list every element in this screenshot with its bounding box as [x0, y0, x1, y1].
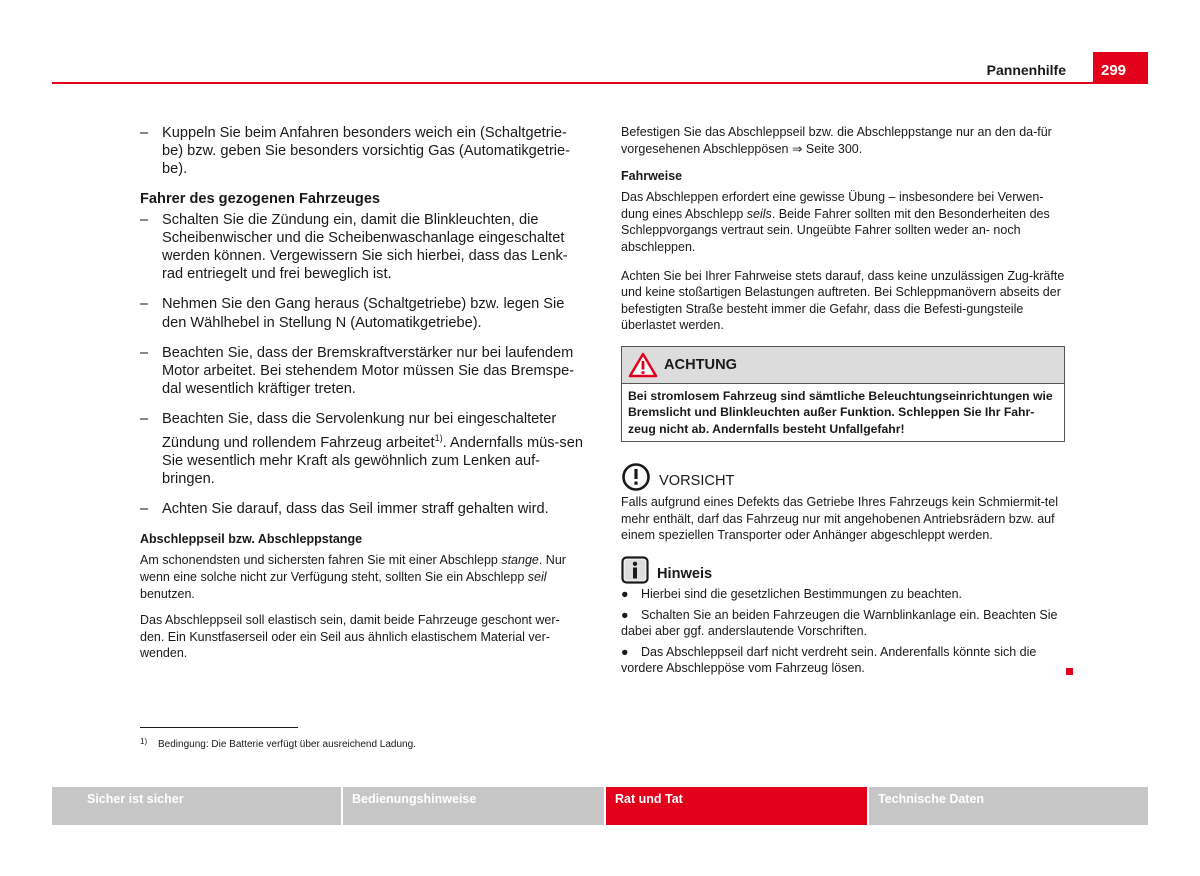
warning-text: Bei stromlosem Fahrzeug sind sämtliche Beleuchtungseinrichtungen wie Bremslicht und Blinkleuchten außer Funktion. Schleppen Sie Ihr Fahr-zeug nicht ab. Andernfalls besteht Unfallgefahr! [622, 383, 1064, 441]
warning-title: ACHTUNG [664, 356, 737, 373]
list-item-text: Beachten Sie, dass die Servolenkung nur bei eingeschalteter Zündung und rollendem Fahrzeug arbeitet$^{1)}$. Andernfalls müs-sen Sie wesentlich mehr Kraft als gewöhnlich zum Lenken auf-bringen. [162, 411, 583, 488]
rope-paragraph: Am schonendsten und sichersten fahren Sie mit einer Abschlepp stange. Nur wenn eine solche nicht zur Verfügung steht, sollten Sie ein Abschlepp seil benutzen. [140, 553, 566, 601]
dash-marker: – [140, 344, 149, 361]
tab-technical-data[interactable]: Technische Daten [869, 787, 1148, 825]
section-end-marker [1066, 668, 1073, 675]
list-item [140, 410, 583, 488]
driving-paragraph: Das Abschleppen erfordert eine gewisse Übung – insbesondere bei Verwen-dung eines Abschlepp seils. Beide Fahrer sollten mit den Besonderheiten des Schleppvorgangs vertraut sein. Ungeübte Fahrer sollten weder an- noch abschleppen. [621, 190, 1050, 254]
note-header [621, 556, 1065, 584]
driving-caution-paragraph: Achten Sie bei Ihrer Fahrweise stets darauf, dass keine unzulässigen Zug-kräfte und keine stoßartigen Belastungen auftreten. Bei Schleppmanövern abseits der befestigten Straße besteht immer die Gefahr, dass die Befesti-gungsteile überlastet werden. [621, 268, 1065, 333]
list-item: ● Schalten Sie an beiden Fahrzeugen die Warnblinkanlage ein. Beachten Sie dabei aber ggf. anderslautende Vorschriften. [621, 607, 1058, 639]
warning-header [622, 347, 1064, 383]
rope-heading: Abschleppseil bzw. Abschleppstange [140, 532, 363, 547]
driving-heading: Fahrweise [621, 169, 683, 184]
warning-triangle-icon [628, 352, 658, 378]
list-item [140, 124, 583, 179]
footnote-reference: 1) [434, 432, 443, 443]
list-item [140, 500, 583, 518]
list-item: ● Das Abschleppseil darf nicht verdreht sein. Anderenfalls könnte sich die vordere Abschleppöse vom Fahrzeug lösen. [621, 644, 1037, 676]
list-item-text: Kuppeln Sie beim Anfahren besonders weich ein (Schaltgetrie-be) bzw. geben Sie besonders vorsichtig Gas (Automatikgetrie-be). [162, 125, 571, 178]
right-column [621, 124, 1065, 681]
caution-title: VORSICHT [659, 473, 735, 490]
footnote-rule [140, 727, 298, 728]
tab-advice[interactable]: Rat und Tat [606, 787, 867, 825]
towed-driver-heading: Fahrer des gezogenen Fahrzeuges [140, 190, 381, 207]
left-column [140, 124, 583, 672]
dash-marker: – [140, 125, 149, 141]
fasten-paragraph: Befestigen Sie das Abschleppseil bzw. die Abschleppstange nur an den da-für vorgesehenen Abschleppösen ⇒ Seite 300. [621, 125, 1052, 156]
bullet-marker: ● [621, 607, 629, 622]
list-item-text: Schalten Sie die Zündung ein, damit die Blinkleuchten, die Scheibenwischer und die Scheibenwaschanlage eingeschaltet werden können. Vergewissern Sie sich hierbei, dass das Lenk-rad entriegelt und frei beweglich ist. [162, 211, 568, 283]
dash-marker: – [140, 411, 149, 428]
caution-header [621, 462, 1065, 492]
bullet-marker: ● [621, 586, 629, 601]
list-item: ● Hierbei sind die gesetzlichen Bestimmungen zu beachten. [621, 586, 963, 601]
note-title: Hinweis [657, 565, 713, 582]
caution-text: Falls aufgrund eines Defekts das Getriebe Ihres Fahrzeugs kein Schmiermit-tel mehr enthält, darf das Fahrzeug nur mit angehobenen Antriebsrädern bzw. auf einem speziellen Transporter oder Anhänger abgeschleppt werden. [621, 495, 1058, 543]
rope-elastic-paragraph: Das Abschleppseil soll elastisch sein, damit beide Fahrzeuge geschont wer-den. Ein Kunstfaserseil oder ein Seil aus ähnlich elastischem Material ver-wenden. [140, 613, 560, 661]
bullet-marker: ● [621, 644, 629, 659]
dash-marker: – [140, 211, 149, 228]
dash-marker: – [140, 501, 149, 518]
warning-box [621, 346, 1065, 442]
tab-safety[interactable]: Sicher ist sicher [52, 787, 341, 825]
page-number: 299 [1093, 52, 1148, 84]
exclamation-circle-icon [621, 462, 651, 492]
tab-operation[interactable]: Bedienungshinweise [343, 787, 604, 825]
dash-marker: – [140, 296, 149, 313]
list-item-text: Beachten Sie, dass der Bremskraftverstärker nur bei laufendem Motor arbeitet. Bei stehendem Motor müssen Sie das Bremspe-dal wesentlich kräftiger treten. [162, 344, 575, 398]
list-item [140, 295, 583, 331]
list-item [140, 344, 583, 399]
chapter-tabs [52, 787, 1148, 825]
list-item-text: Nehmen Sie den Gang heraus (Schaltgetriebe) bzw. legen Sie den Wählhebel in Stellung N (Automatikgetriebe). [162, 296, 565, 331]
section-title: Pannenhilfe [986, 62, 1066, 78]
footnote: 1) Bedingung: Die Batterie verfügt über ausreichend Ladung. [140, 737, 416, 750]
info-icon [621, 556, 649, 584]
list-item [140, 211, 583, 284]
list-item-text: Achten Sie darauf, dass das Seil immer straff gehalten wird. [162, 501, 549, 518]
header-rule [52, 82, 1148, 84]
